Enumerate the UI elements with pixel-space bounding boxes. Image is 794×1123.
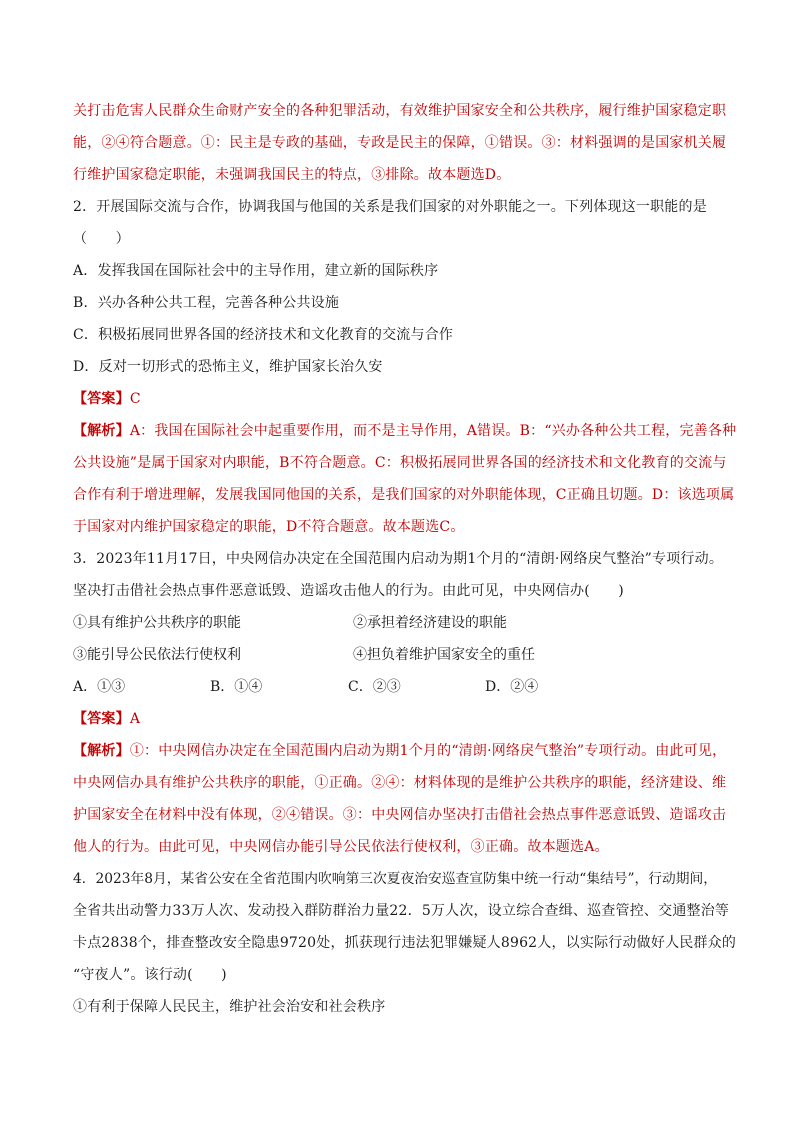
analysis-line: 公共设施”是属于国家对内职能，B不符合题意。C：积极拓展同世界各国的经济技术和文化教育的交流与 — [73, 455, 727, 471]
question-2-answer — [73, 390, 733, 408]
question-3-statement-1: ①具有维护公共秩序的职能 — [73, 615, 241, 631]
answer-label: 【答案】 — [73, 391, 130, 407]
question-4-stem: 卡点2838个，排查整改安全隐患9720处，抓获现行违法犯罪嫌疑人8962人，以实际行动做好人民群众的 — [73, 935, 737, 951]
question-3-choice-b: B．①④ — [210, 679, 263, 695]
analysis-label: 【解析】 — [73, 423, 130, 439]
analysis-text: ①：中央网信办决定在全国范围内启动为期1个月的“清朗·网络戾气整治”专项行动。由此可见， — [129, 743, 727, 759]
question-2-stem: 2．开展国际交流与合作，协调我国与他国的关系是我们国家的对外职能之一。下列体现这一职能的是 — [73, 199, 707, 215]
question-2-option-d: D．反对一切形式的恐怖主义，维护国家长治久安 — [73, 359, 383, 375]
analysis-line: 中央网信办具有维护公共秩序的职能，①正确。②④：材料体现的是维护公共秩序的职能，经济建设、维 — [73, 775, 727, 791]
analysis-line: 他人的行为。由此可见，中央网信办能引导公民依法行使权利，③正确。故本题选A。 — [73, 839, 609, 855]
question-3-choice-a: A．①③ — [73, 679, 126, 695]
analysis-line: 能，②④符合题意。①：民主是专政的基础，专政是民主的保障，①错误。③：材料强调的是国家机关履 — [73, 135, 727, 151]
answer-label: 【答案】 — [73, 711, 130, 727]
question-2-option-b: B．兴办各种公共工程，完善各种公共设施 — [73, 295, 340, 311]
question-3-stem: 3．2023年11月17日，中央网信办决定在全国范围内启动为期1个月的“清朗·网络戾气整治”专项行动。 — [73, 551, 724, 567]
question-4-statement-1: ①有利于保障人民民主，维护社会治安和社会秩序 — [73, 999, 386, 1015]
analysis-line: 合作有利于增进理解，发展我国同他国的关系，是我们国家的对外职能体现，C正确且切题。D：该选项属 — [73, 487, 735, 503]
question-3-stem: 坚决打击借社会热点事件恶意诋毁、造谣攻击他人的行为。由此可见，中央网信办( ) — [73, 583, 624, 599]
question-4-stem: “守夜人”。该行动( ) — [73, 967, 227, 983]
analysis-line: 关打击危害人民群众生命财产安全的各种犯罪活动，有效维护国家安全和公共秩序，履行维护国家稳定职 — [73, 103, 727, 119]
analysis-line: 于国家对内维护国家稳定的职能，D不符合题意。故本题选C。 — [73, 519, 465, 535]
question-3-choice-c: C．②③ — [348, 679, 401, 695]
analysis-label: 【解析】 — [73, 743, 130, 759]
question-4-stem: 4．2023年8月，某省公安在全省范围内吹响第三次夏夜治安巡查宣防集中统一行动“集结号”，行动期间， — [73, 871, 718, 887]
question-3-statement-2: ②承担着经济建设的职能 — [353, 615, 507, 631]
analysis-line: 行维护国家稳定职能，未强调我国民主的特点，③排除。故本题选D。 — [73, 167, 511, 183]
answer-value: C — [129, 391, 141, 407]
analysis-text: A：我国在国际社会中起重要作用，而不是主导作用，A错误。B：“兴办各种公共工程，完善各种 — [129, 423, 737, 439]
question-4-stem: 全省共出动警力33万人次、发动投入群防群治力量22．5万人次，设立综合查缉、巡查管控、交通整治等 — [73, 903, 730, 919]
question-3-statement-4: ④担负着维护国家安全的重任 — [353, 647, 535, 663]
answer-value: A — [129, 711, 141, 727]
question-3-choice-d: D．②④ — [485, 679, 539, 695]
question-3-analysis — [73, 742, 733, 760]
question-2-blank: （ ） — [73, 231, 130, 247]
analysis-line: 护国家安全在材料中没有体现，②④错误。③：中央网信办坚决打击借社会热点事件恶意诋毁、造谣攻击 — [73, 807, 727, 823]
question-2-analysis — [73, 422, 737, 440]
question-2-option-c: C．积极拓展同世界各国的经济技术和文化教育的交流与合作 — [73, 327, 454, 343]
question-3-statement-3: ③能引导公民依法行使权利 — [73, 647, 241, 663]
question-3-answer — [73, 710, 733, 728]
question-2-option-a: A．发挥我国在国际社会中的主导作用，建立新的国际秩序 — [73, 263, 439, 279]
